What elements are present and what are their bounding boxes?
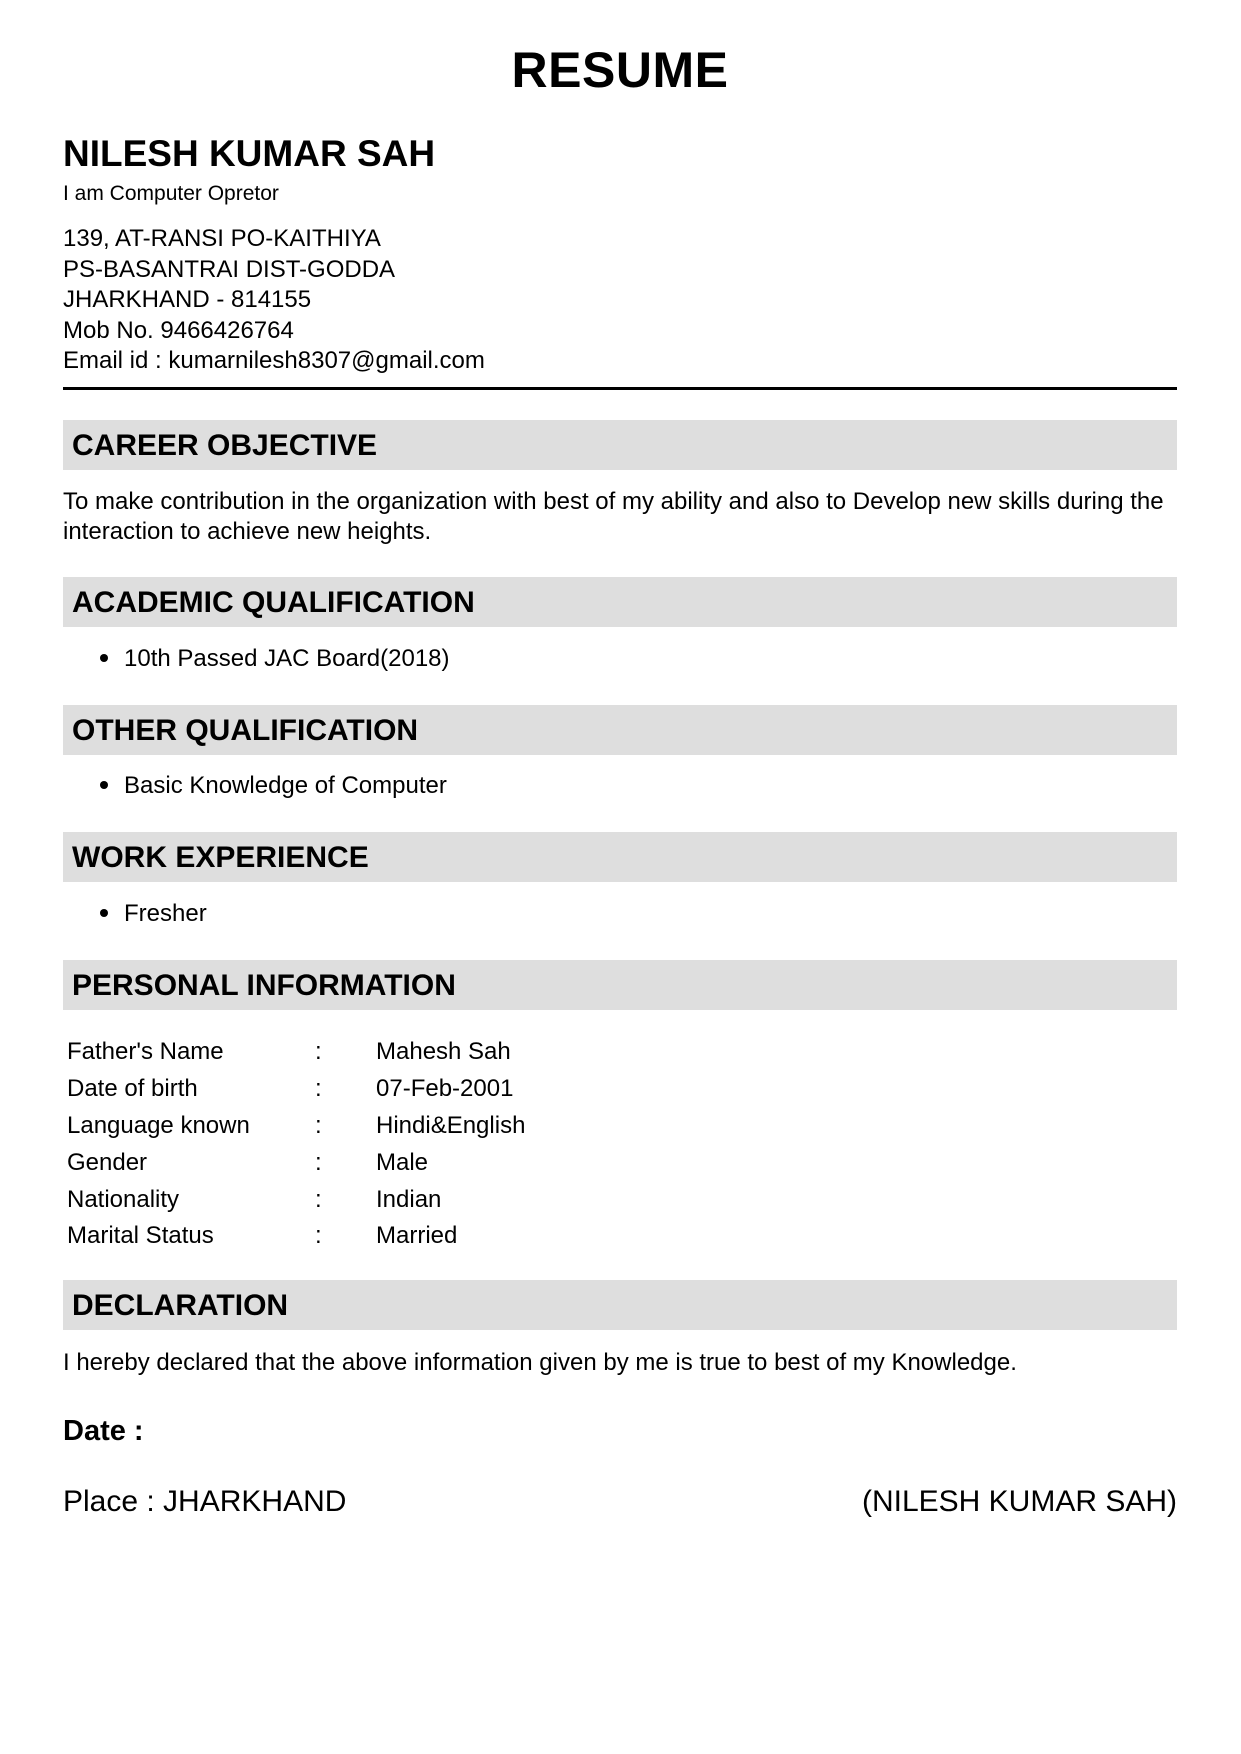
list-item — [100, 899, 207, 929]
career-objective-text: To make contribution in the organization with best of my ability and also to Develop new skills during the interaction to achieve new heights. — [63, 488, 1164, 545]
place-label: Place : JHARKHAND — [63, 1485, 347, 1518]
section-heading-declaration: DECLARATION — [63, 1280, 1177, 1330]
contact-block — [63, 224, 485, 377]
email-address: Email id : kumarnilesh8307@gmail.com — [63, 347, 485, 374]
document-title: RESUME — [511, 42, 729, 98]
table-row — [67, 1218, 525, 1255]
section-heading-academic-qualification: ACADEMIC QUALIFICATION — [63, 577, 1177, 627]
info-separator: : — [315, 1111, 322, 1139]
mobile-number: Mob No. 9466426764 — [63, 316, 294, 344]
candidate-name: NILESH KUMAR SAH — [63, 133, 436, 174]
address-line-2: PS-BASANTRAI DIST-GODDA — [63, 255, 396, 283]
header-divider — [63, 387, 1177, 390]
bullet-icon — [100, 781, 108, 789]
section-heading-work-experience: WORK EXPERIENCE — [63, 832, 1177, 882]
info-separator: : — [315, 1148, 322, 1176]
info-value: Married — [376, 1222, 458, 1250]
info-label: Marital Status — [67, 1222, 214, 1250]
section-heading-career-objective: CAREER OBJECTIVE — [63, 420, 1177, 470]
date-label: Date : — [63, 1415, 144, 1447]
table-row — [67, 1034, 525, 1071]
table-row — [67, 1071, 525, 1108]
signature-name: (NILESH KUMAR SAH) — [861, 1485, 1177, 1518]
table-row — [67, 1144, 525, 1181]
candidate-tagline: I am Computer Opretor — [63, 182, 279, 205]
resume-page — [63, 0, 1177, 1754]
list-item — [100, 771, 447, 801]
info-label: Gender — [67, 1148, 148, 1176]
bullet-icon — [100, 909, 108, 917]
declaration-text: I hereby declared that the above information given by me is true to best of my Knowledge. — [63, 1349, 1017, 1376]
info-value: Male — [376, 1148, 429, 1176]
info-value: Mahesh Sah — [376, 1038, 511, 1066]
work-experience-item-text: Fresher — [124, 900, 207, 927]
info-separator: : — [315, 1185, 322, 1213]
info-separator: : — [315, 1038, 322, 1066]
info-label: Date of birth — [67, 1075, 198, 1103]
other-qualification-item-text: Basic Knowledge of Computer — [124, 772, 447, 799]
info-value: Hindi&English — [376, 1111, 526, 1139]
info-label: Language known — [67, 1111, 250, 1139]
personal-info-table — [67, 1034, 525, 1255]
table-row — [67, 1108, 525, 1145]
info-separator: : — [315, 1222, 322, 1250]
address-line-1: 139, AT-RANSI PO-KAITHIYA — [63, 225, 381, 252]
list-item — [100, 644, 450, 674]
academic-item-text: 10th Passed JAC Board(2018) — [124, 645, 450, 672]
section-heading-other-qualification: OTHER QUALIFICATION — [63, 705, 1177, 755]
address-line-3: JHARKHAND - 814155 — [63, 286, 312, 313]
bullet-icon — [100, 654, 108, 662]
section-heading-personal-information: PERSONAL INFORMATION — [63, 960, 1177, 1010]
info-separator: : — [315, 1075, 322, 1103]
info-label: Nationality — [67, 1185, 180, 1213]
info-label: Father's Name — [67, 1038, 224, 1066]
table-row — [67, 1181, 525, 1218]
info-value: 07-Feb-2001 — [376, 1075, 514, 1103]
info-value: Indian — [376, 1185, 442, 1213]
